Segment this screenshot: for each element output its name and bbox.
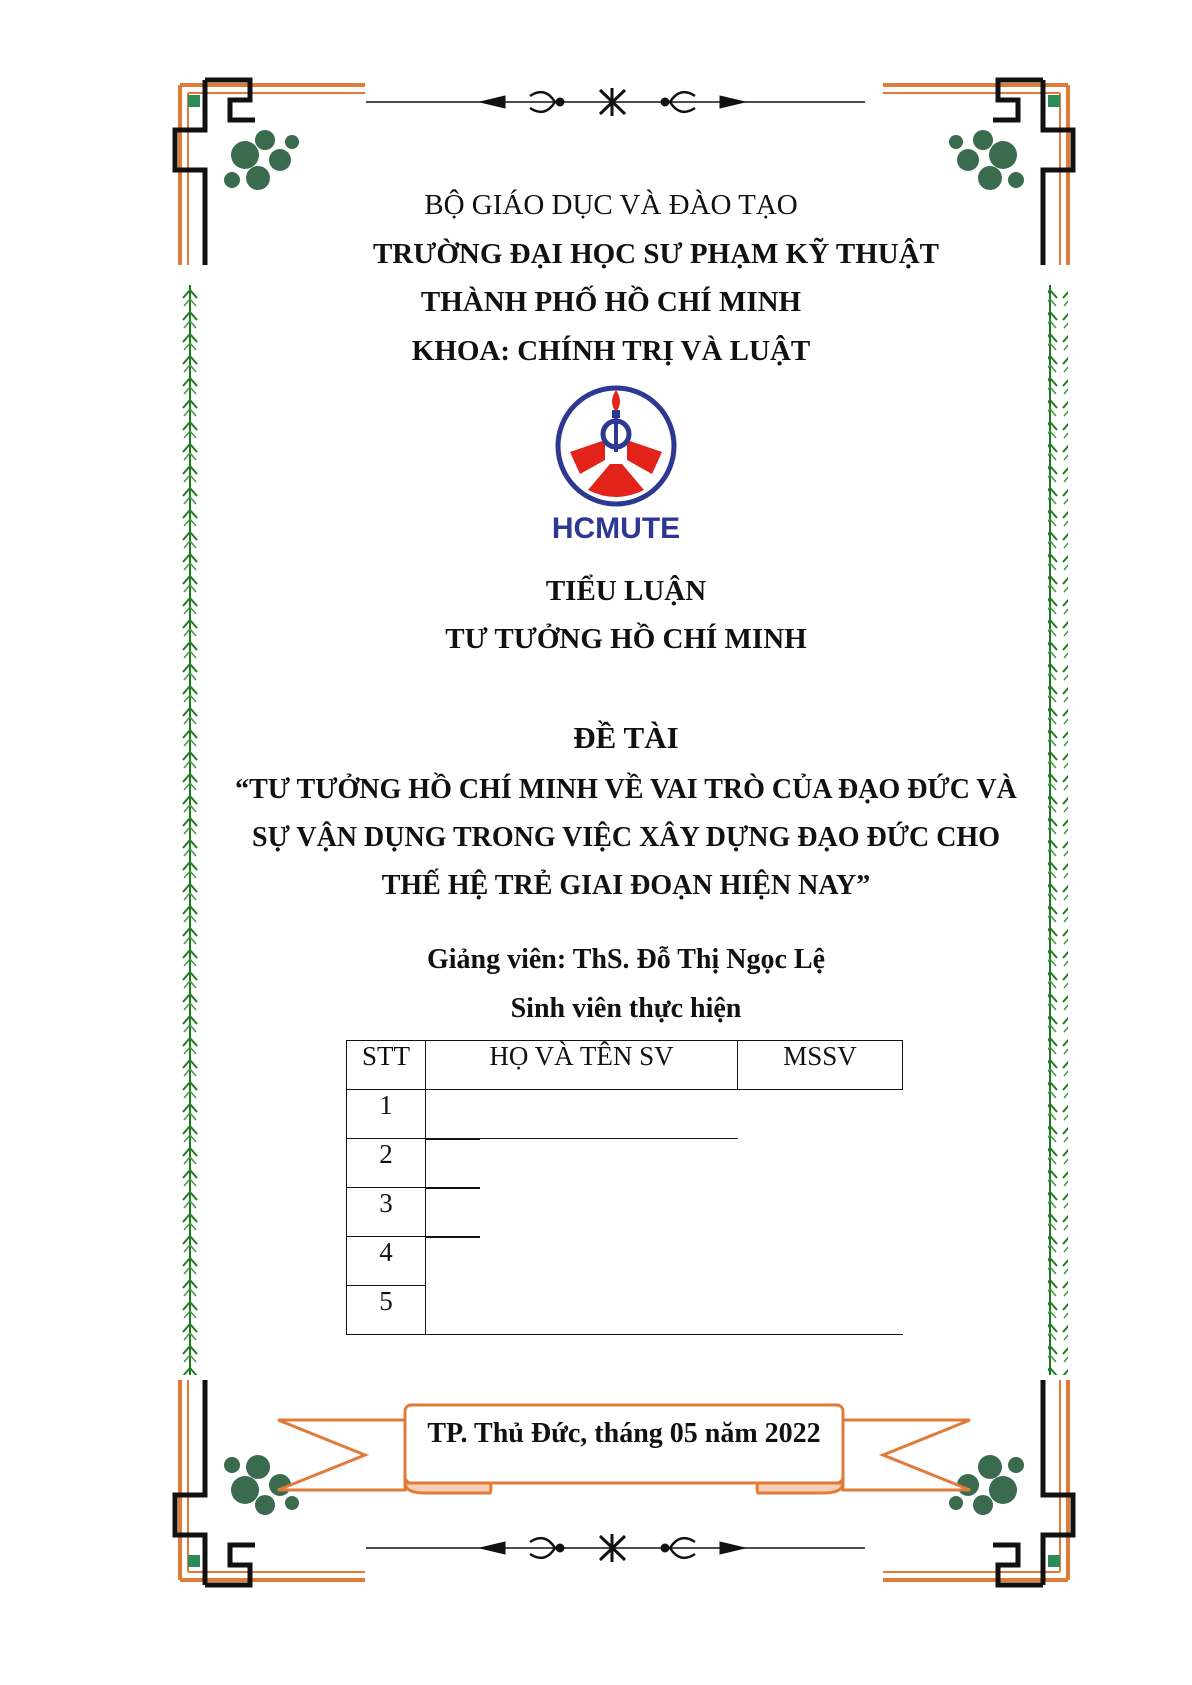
cell-name	[426, 1286, 738, 1335]
logo-emblem-icon	[550, 382, 682, 512]
subject-title: TƯ TƯỞNG HỒ CHÍ MINH	[445, 623, 807, 655]
logo-text: HCMUTE	[551, 512, 681, 545]
university-logo	[550, 382, 682, 547]
topic-line-3: THẾ HỆ TRẺ GIAI ĐOẠN HIỆN NAY”	[381, 870, 871, 901]
header-stt: STT	[347, 1041, 426, 1090]
top-flourish	[366, 88, 865, 116]
topic-label: ĐỀ TÀI	[573, 720, 679, 755]
cell-stt: 2	[347, 1139, 426, 1188]
topic-line-2: SỰ VẬN DỤNG TRONG VIỆC XÂY DỰNG ĐẠO ĐỨC CHO	[252, 822, 1000, 853]
cell-stt: 3	[347, 1188, 426, 1237]
cell-name	[426, 1139, 738, 1188]
faculty-name: KHOA: CHÍNH TRỊ VÀ LUẬT	[411, 335, 811, 367]
cell-name	[426, 1090, 738, 1139]
lecturer-line: Giảng viên: ThS. Đỗ Thị Ngọc Lệ	[426, 944, 826, 975]
table-row	[347, 1237, 903, 1286]
ministry-name: BỘ GIÁO DỤC VÀ ĐÀO TẠO	[424, 189, 798, 221]
university-name-line1: TRƯỜNG ĐẠI HỌC SƯ PHẠM KỸ THUẬT	[372, 238, 940, 270]
cell-stt: 1	[347, 1090, 426, 1139]
table-header-row	[347, 1041, 903, 1090]
cell-mssv	[738, 1188, 903, 1237]
bottom-flourish	[366, 1534, 865, 1562]
cell-stt: 5	[347, 1286, 426, 1335]
topic-line-1: “TƯ TƯỞNG HỒ CHÍ MINH VỀ VAI TRÒ CỦA ĐẠO ĐỨC VÀ	[235, 774, 1017, 805]
table-row	[347, 1139, 903, 1188]
cell-mssv	[738, 1139, 903, 1188]
cell-stt: 4	[347, 1237, 426, 1286]
place-date: TP. Thủ Đức, tháng 05 năm 2022	[427, 1418, 821, 1449]
row-separator	[425, 1138, 480, 1140]
flower-ornament-top-right	[949, 130, 1024, 190]
row-separator	[425, 1187, 480, 1189]
cell-mssv	[738, 1286, 903, 1335]
table-row	[347, 1188, 903, 1237]
cell-name	[426, 1237, 738, 1286]
row-separator	[425, 1236, 480, 1238]
cell-mssv	[738, 1090, 903, 1139]
document-type: TIỂU LUẬN	[545, 575, 707, 607]
flower-ornament-top-left	[224, 130, 299, 190]
cell-name	[426, 1188, 738, 1237]
students-label: Sinh viên thực hiện	[510, 993, 742, 1024]
header-name: HỌ VÀ TÊN SV	[426, 1041, 738, 1090]
table-row	[347, 1286, 903, 1335]
header-mssv: MSSV	[738, 1041, 903, 1090]
table-row	[347, 1090, 903, 1139]
cell-mssv	[738, 1237, 903, 1286]
university-name-line2: THÀNH PHỐ HỒ CHÍ MINH	[420, 286, 802, 318]
